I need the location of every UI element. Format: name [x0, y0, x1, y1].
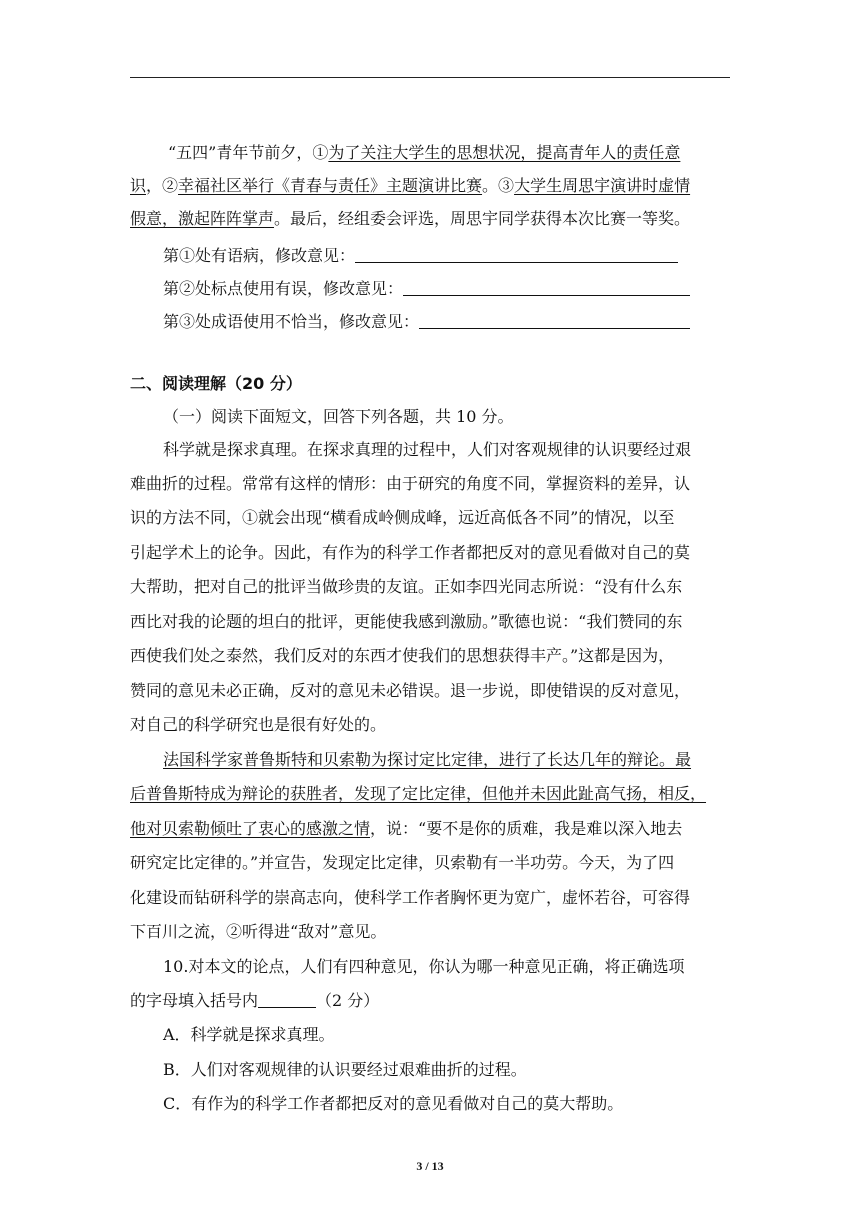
passage1-line2: 识，②幸福社区举行《青春与责任》主题演讲比赛。③大学生周思宇演讲时虚情 — [130, 176, 691, 195]
header-rule — [130, 77, 730, 78]
question-2: 第②处标点使用有误，修改意见： — [163, 279, 690, 299]
option-c: C．有作为的科学工作者都把反对的意见看做对自己的莫大帮助。 — [163, 1094, 624, 1113]
article-underlined-line: 后普鲁斯特成为辩论的获胜者，发现了定比定律，但他并未因此趾高气扬，相反， — [130, 784, 707, 803]
passage1-line1: “五四”青年节前夕，①为了关注大学生的思想状况，提高青年人的责任意 — [168, 143, 681, 162]
answer-blank-10[interactable] — [258, 991, 316, 1008]
article-line: 大帮助，把对自己的批评当做珍贵的友谊。正如李四光同志所说：“没有什么东 — [130, 577, 683, 596]
article-line: 他对贝索勒倾吐了衷心的感激之情，说：“要不是你的质难，我是难以深入地去 — [130, 819, 683, 838]
option-b: B．人们对客观规律的认识要经过艰难曲折的过程。 — [163, 1060, 527, 1079]
underlined-sentence-3: 大学生周思宇演讲时虚情 — [514, 176, 691, 195]
underlined-sentence-1: 为了关注大学生的思想状况，提高青年人的责任意 — [328, 143, 681, 162]
article-line: 识的方法不同，①就会出现“横看成岭侧成峰，远近高低各不同”的情况，以至 — [130, 508, 675, 527]
article-line: 对自己的科学研究也是很有好处的。 — [130, 715, 387, 734]
question-10: 10.对本文的论点，人们有四种意见，你认为哪一种意见正确，将正确选项 — [163, 957, 685, 976]
article-line: 西使我们处之泰然，我们反对的东西才使我们的思想获得丰产。”这都是因为， — [130, 646, 675, 665]
passage1-line3: 假意，激起阵阵掌声。最后，经组委会评选，周思宇同学获得本次比赛一等奖。 — [130, 209, 691, 228]
article-line: 西比对我的论题的坦白的批评，更能使我感到激励。”歌德也说：“我们赞同的东 — [130, 612, 683, 631]
article-line: 难曲折的过程。常常有这样的情形：由于研究的角度不同，掌握资料的差异，认 — [130, 474, 691, 493]
question-10-line2: 的字母填入括号内 （2 分） — [130, 991, 380, 1010]
article-underlined-line: 法国科学家普鲁斯特和贝索勒为探讨定比定律，进行了长达几年的辩论。最 — [163, 750, 692, 769]
page-number: 3 / 13 — [416, 1159, 444, 1173]
section-heading: 二、阅读理解（20 分） — [130, 374, 302, 393]
question-3: 第③处成语使用不恰当，修改意见： — [163, 312, 690, 332]
article-line: 科学就是探求真理。在探求真理的过程中，人们对客观规律的认识要经过艰 — [163, 440, 692, 459]
underlined-sentence-2: 幸福社区举行《青春与责任》主题演讲比赛 — [178, 176, 483, 195]
article-line: 赞同的意见未必正确，反对的意见未必错误。退一步说，即使错误的反对意见， — [130, 681, 691, 700]
article-line: 研究定比定律的。”并宣告，发现定比定律，贝索勒有一半功劳。今天，为了四 — [130, 853, 675, 872]
option-a: A．科学就是探求真理。 — [163, 1025, 335, 1044]
article-line: 引起学术上的论争。因此，有作为的科学工作者都把反对的意见看做对自己的莫 — [130, 543, 691, 562]
article-line: 下百川之流，②听得进“敌对”意见。 — [130, 922, 387, 941]
answer-blank-2[interactable] — [403, 279, 690, 296]
answer-blank-3[interactable] — [419, 312, 690, 329]
answer-blank-1[interactable] — [355, 246, 678, 263]
section-instruction: （一）阅读下面短文，回答下列各题，共 10 分。 — [163, 407, 514, 426]
question-1: 第①处有语病，修改意见： — [163, 246, 678, 266]
article-line: 化建设而钻研科学的崇高志向，使科学工作者胸怀更为宽广，虚怀若谷，可容得 — [130, 888, 691, 907]
